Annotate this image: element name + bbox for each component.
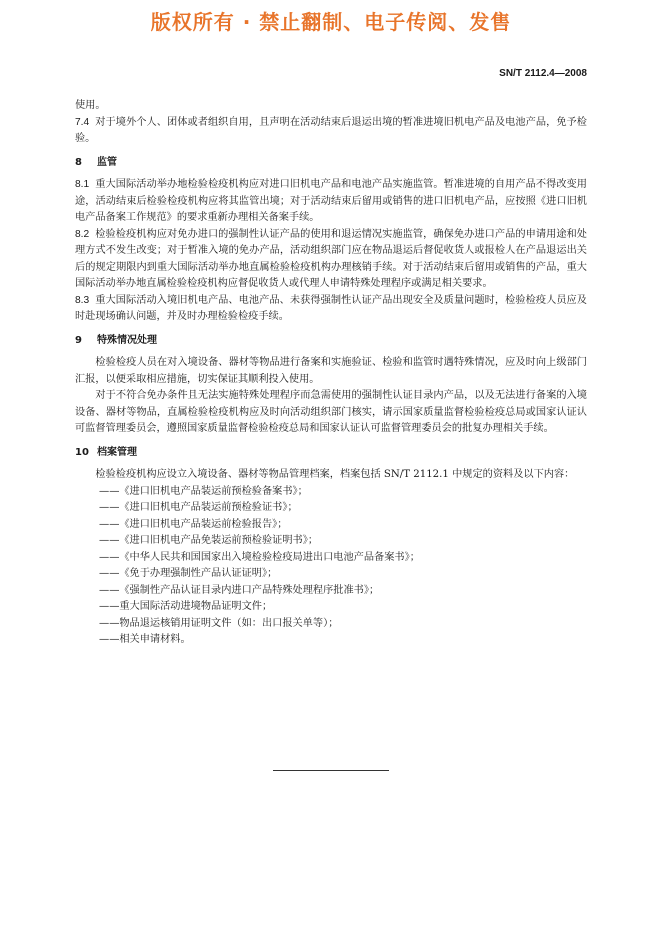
list-item: ——《强制性产品认证目录内进口产品特殊处理程序批准书》； (99, 584, 380, 596)
archive-list (75, 484, 587, 649)
list-item: ——《进口旧机电产品装运前预检验证书》； (99, 502, 298, 513)
section-number: 10 (75, 446, 89, 458)
end-of-document-rule (273, 770, 389, 771)
section-title: 特殊情况处理 (97, 334, 157, 346)
list-item: ——物品退运核销用证明文件（如：出口报关单等）； (99, 617, 339, 629)
clause-number: 8.2 (75, 228, 90, 240)
list-item: ——《进口旧机电产品装运前预检验备案书》； (99, 485, 308, 497)
document-body (75, 98, 587, 649)
list-item: ——《进口旧机电产品免装运前预检验证明书》； (99, 535, 319, 546)
clause-text: 重大国际活动入境旧机电产品、电池产品、未获得强制性认证产品出现安全及质量问题时，检验检疫人员应及时赴现场确认问题，并及时办理检验检疫手续。 (75, 294, 587, 322)
section-10-intro: 检验检疫机构应设立入境设备、器材等物品管理档案，档案包括 SN/T 2112.1 中规定的资料及以下内容： (95, 469, 575, 480)
clause-text: 重大国际活动举办地检验检疫机构应对进口旧机电产品和电池产品实施监管。暂准进境的自用产品不得改变用途，活动结束后检验检疫机构应将其监管出境；对于活动结束后留用或销售的进口旧机电产品，应按照《进口旧机电产品备案工作规范》的要求重新办理相关备案手续。 (75, 179, 587, 223)
section-8-heading (75, 155, 587, 172)
section-9-heading (75, 333, 587, 350)
clause-8-1 (75, 177, 587, 227)
section-number: 9 (75, 334, 82, 346)
standard-code: SN/T 2112.4—2008 (499, 68, 587, 79)
list-item: ——《中华人民共和国国家出入境检验检疫局进出口电池产品备案书》； (99, 551, 420, 563)
clause-number: 7.4 (75, 116, 90, 128)
section-9-paragraph-2: 对于不符合免办条件且无法实施特殊处理程序而急需使用的强制性认证目录内产品，以及无法进行备案的入境设备、器材等物品，直属检验检疫机构应及时向活动组织部门核实，请示国家质量监督检验检疫总局或国家认证认可监督管理委员会，遵照国家质量监督检验检疫总局和国家认证认可监督管理委员会的批复办理相关手续。 (75, 390, 587, 434)
clause-text: 检验检疫机构应对免办进口的强制性认证产品的使用和退运情况实施监管，确保免办进口产品的申请用途和处理方式不发生改变；对于暂准入境的免办产品，活动组织部门应在物品退运后督促收货人或报检人在产品退运出关后的规定期限内到重大国际活动举办地直属检验检疫机构办理核销手续。对于活动结束后留用或销售的产品，重大国际活动举办地直属检验检疫机构应督促收货人或代理人申请特殊处理程序或满足相关要求。 (75, 228, 587, 289)
section-title: 监管 (97, 156, 117, 168)
section7-continuation: 使用。 (75, 100, 106, 111)
clause-7-4 (75, 115, 587, 148)
clause-text: 对于境外个人、团体或者组织自用，且声明在活动结束后退运出境的暂准进境旧机电产品及电池产品，免予检验。 (75, 116, 587, 144)
list-item: ——《免于办理强制性产品认证证明》； (99, 568, 278, 579)
watermark-banner: 版权所有 · 禁止翻制、电子传阅、发售 (150, 10, 512, 34)
section-title: 档案管理 (97, 446, 137, 458)
section-9-paragraph-1: 检验检疫人员在对入境设备、器材等物品进行备案和实施验证、检验和监管时遇特殊情况，应及时向上级部门汇报，以便采取相应措施，切实保证其顺利投入使用。 (75, 357, 587, 385)
section-number: 8 (75, 156, 82, 168)
clause-number: 8.3 (75, 294, 90, 306)
clause-8-3 (75, 293, 587, 326)
clause-8-2 (75, 227, 587, 293)
list-item: ——相关申请材料。 (99, 634, 191, 645)
list-item: ——《进口旧机电产品装运前检验报告》； (99, 518, 288, 530)
section-10-heading (75, 445, 587, 462)
list-item: ——重大国际活动进境物品证明文件； (99, 601, 273, 612)
clause-number: 8.1 (75, 179, 90, 190)
